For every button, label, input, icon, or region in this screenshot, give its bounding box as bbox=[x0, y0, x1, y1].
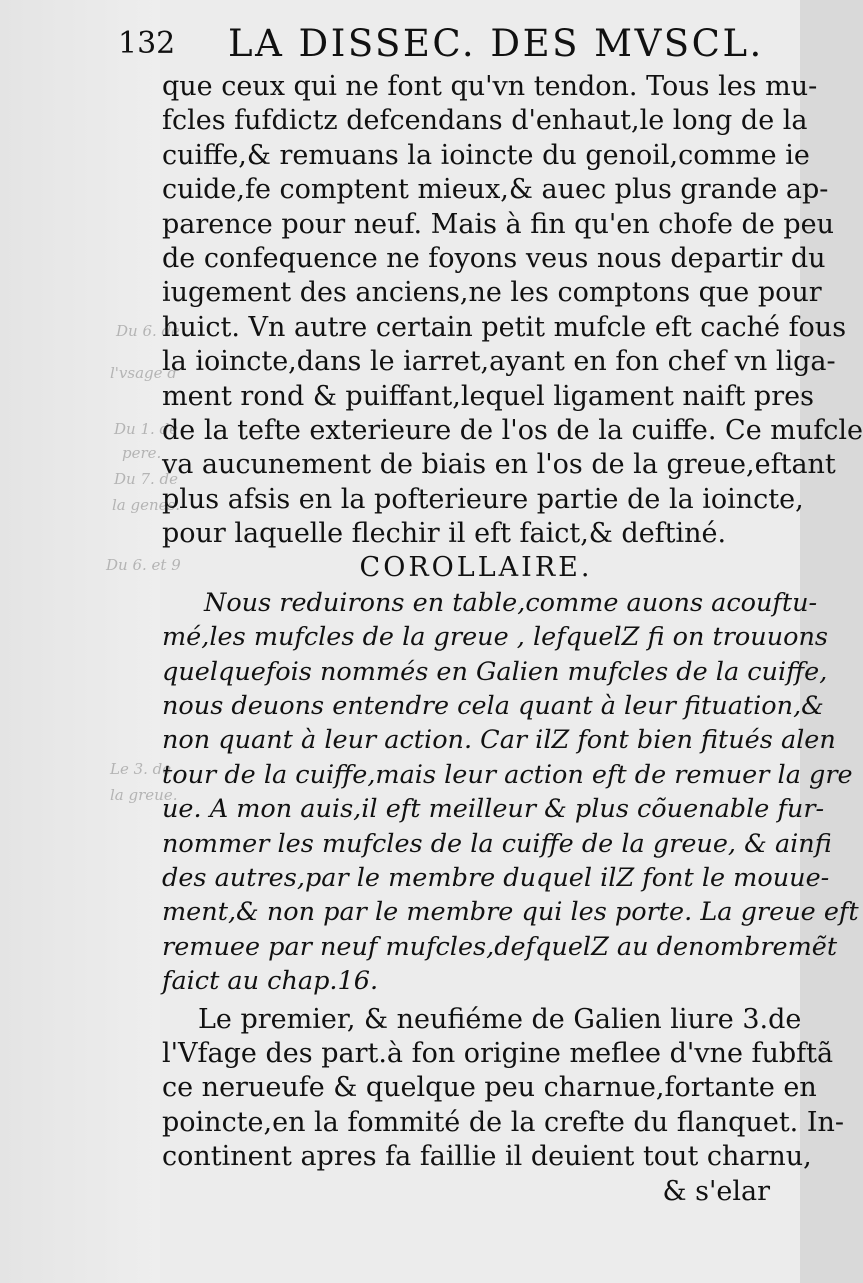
text-line: la ioincte,dans le iarret,ayant en fon chef vn liga- bbox=[162, 346, 836, 378]
text-line: fcles fufdictz defcendans d'enhaut,le long de la bbox=[162, 105, 808, 137]
margin-note: la greue. bbox=[110, 786, 178, 804]
text-line: cuide,fe comptent mieux,& auec plus grande ap- bbox=[162, 174, 829, 206]
paragraph-1 bbox=[162, 70, 863, 551]
text-line: ue. A mon auis,il eft meilleur & plus cõuenable fur- bbox=[162, 794, 825, 825]
page-number: 132 bbox=[118, 26, 176, 61]
text-line: nous deuons entendre cela quant à leur fituation,& bbox=[162, 691, 824, 722]
text-line: parence pour neuf. Mais à fin qu'en chofe de peu bbox=[162, 208, 835, 240]
text-line: tour de la cuiffe,mais leur action eft de remuer la gre bbox=[162, 759, 853, 790]
margin-note: Du 6. de bbox=[116, 322, 181, 340]
text-line: ce nerueufe & quelque peu charnue,fortante en bbox=[162, 1072, 817, 1104]
main-text bbox=[162, 70, 863, 1209]
text-line: cuiffe,& remuans la ioincte du genoil,comme ie bbox=[162, 139, 810, 171]
margin-note: Du 6. et 9 bbox=[106, 556, 181, 574]
margin-note: la genes. bbox=[112, 496, 180, 514]
text-line: continent apres fa faillie il deuient tout charnu, bbox=[162, 1141, 812, 1173]
margin-note: Du 7. de bbox=[114, 470, 179, 488]
corollaire-text bbox=[162, 586, 859, 999]
margin-note: l'vsage d bbox=[110, 364, 177, 382]
text-line: Nous reduirons en table,comme auons acouftu- bbox=[204, 587, 818, 618]
text-line: mé,les mufcles de la greue , lefquelZ fi on trouuons bbox=[162, 622, 828, 653]
text-line: l'Vfage des part.à fon origine meflee d'vne fubftã bbox=[162, 1037, 834, 1069]
margin-note: Du 1. de bbox=[114, 420, 179, 438]
text-line: que ceux qui ne font qu'vn tendon. Tous les mu- bbox=[162, 71, 818, 102]
text-line: quelquefois nommés en Galien mufcles de la cuiffe, bbox=[162, 656, 828, 687]
running-head: LA DISSEC. DES MVSCL. bbox=[228, 22, 764, 65]
text-line: de confequence ne foyons veus nous departir du bbox=[162, 242, 826, 274]
text-line: poincte,en la fommité de la crefte du flanquet. In- bbox=[162, 1106, 845, 1138]
catchword: & s'elar bbox=[662, 1175, 770, 1207]
text-line: iugement des anciens,ne les comptons que pour bbox=[162, 277, 822, 309]
text-line: remuee par neuf mufcles,defquelZ au denombremẽt bbox=[162, 931, 838, 962]
section-heading: COROLLAIRE. bbox=[359, 552, 593, 584]
text-line: ment rond & puiffant,lequel ligament naift pres bbox=[162, 380, 814, 412]
text-line: des autres,par le membre duquel ilZ font le mouue- bbox=[162, 862, 830, 893]
verso-show-through bbox=[0, 0, 160, 1283]
text-line: nommer les mufcles de la cuiffe de la greue, & ainfi bbox=[162, 828, 832, 859]
margin-note: pere. bbox=[122, 444, 162, 462]
paragraph-2 bbox=[162, 1003, 845, 1175]
text-line: pour laquelle flechir il eft faict,& deftiné. bbox=[162, 518, 727, 550]
text-line: huict. Vn autre certain petit mufcle eft caché fous bbox=[162, 311, 847, 343]
margin-note: Le 3. de bbox=[110, 760, 172, 778]
text-line: Le premier, & neufiéme de Galien liure 3.de bbox=[198, 1003, 802, 1035]
text-line: de la tefte exterieure de l'os de la cuiffe. Ce mufcle bbox=[162, 414, 863, 446]
text-line: va aucunement de biais en l'os de la greue,eftant bbox=[162, 449, 836, 481]
text-line: faict au chap.16. bbox=[162, 966, 379, 997]
text-line: non quant à leur action. Car ilZ font bien fitués alen bbox=[162, 725, 836, 756]
text-line: plus afsis en la pofterieure partie de la ioincte, bbox=[162, 483, 804, 515]
text-line: ment,& non par le membre qui les porte. La greue eft bbox=[162, 897, 859, 928]
